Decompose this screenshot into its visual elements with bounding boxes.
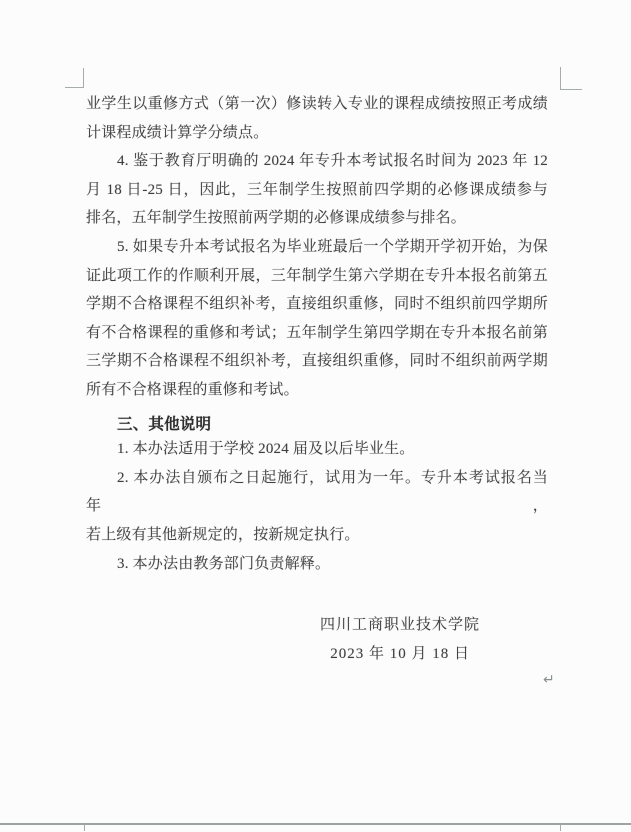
text-line: 3. 本办法由教务部门负责解释。 (117, 555, 331, 572)
text-line: 4. 鉴于教育厅明确的 2024 年专升本考试报名时间为 2023 年 12 (117, 153, 548, 170)
text-line: 业学生以重修方式（第一次）修读转入专业的课程成绩按照正考成绩 (86, 96, 548, 112)
page-bottom-boundary-line (0, 823, 631, 825)
text-line: 证此项工作的作顺利开展，三年制学生第六学期在专升本报名前第五 (86, 267, 548, 284)
signature-organization: 四川工商职业技术学院 (319, 617, 480, 633)
text-line: 排名，五年制学生按照前两学期的必修课成绩参与排名。 (86, 210, 467, 227)
text-line: 所有不合格课程的重修和考试。 (86, 381, 299, 398)
text-boundary-mark-top-right-icon (560, 67, 582, 90)
text-line: 学期不合格课程不组织补考，直接组织重修，同时不组织前四学期所 (86, 296, 548, 313)
text-line: 5. 如果专升本考试报名为毕业班最后一个学期开学初开始，为保 (117, 238, 548, 255)
text-line: 三学期不合格课程不组织补考，直接组织重修，同时不组织前两学期 (86, 353, 548, 370)
text-line: 计课程成绩计算学分绩点。 (86, 124, 269, 141)
signature-block (86, 611, 547, 669)
text-line: 若上级有其他新规定的，按新规定执行。 (86, 526, 360, 543)
document-body (86, 90, 548, 578)
paragraph-mark-icon: ↵ (543, 672, 555, 688)
text-boundary-mark-top-left-icon (65, 68, 84, 88)
text-line: 2. 本办法自颁布之日起施行，试用为一年。专升本考试报名当年， (86, 469, 548, 515)
text-line: 月 18 日-25 日，因此，三年制学生按照前四学期的必修课成绩参与 (86, 181, 548, 198)
text-line: 1. 本办法适用于学校 2024 届及以后毕业生。 (117, 441, 415, 458)
section-heading: 三、其他说明 (117, 415, 212, 433)
text-line: 有不合格课程的重修和考试；五年制学生第四学期在专升本报名前第 (86, 324, 548, 341)
signature-date: 2023 年 10 月 18 日 (330, 645, 470, 662)
